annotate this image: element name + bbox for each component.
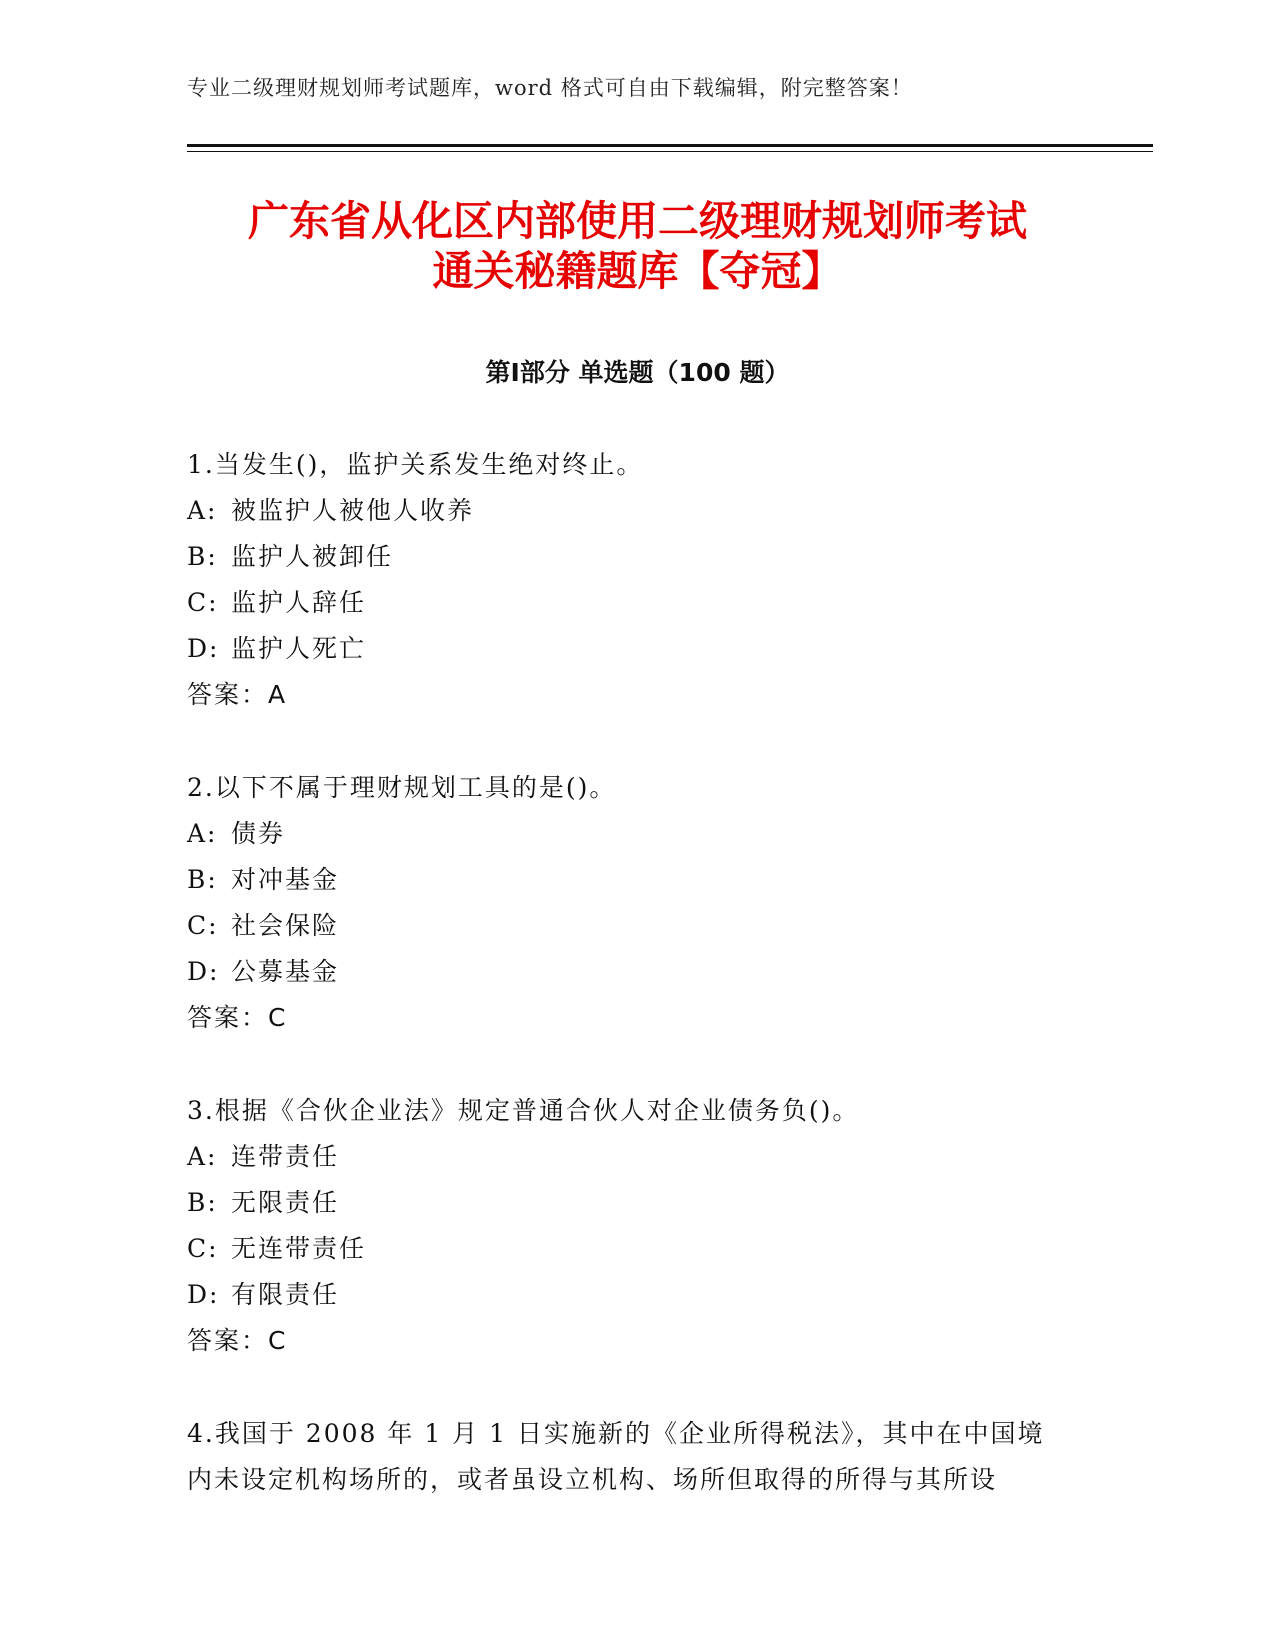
option-letter: D: <box>187 1280 220 1309</box>
option-letter: B: <box>187 865 218 894</box>
option-letter: A: <box>187 819 218 848</box>
option-letter: C: <box>187 911 219 940</box>
option-a <box>187 811 1087 857</box>
option-text: 监护人被卸任 <box>231 542 394 571</box>
option-text: 债券 <box>231 819 286 848</box>
option-letter: B: <box>187 1188 218 1217</box>
option-d <box>187 1272 1087 1318</box>
option-letter: C: <box>187 1234 219 1263</box>
document-title <box>150 196 1125 296</box>
answer-line <box>187 672 1087 718</box>
option-letter: A: <box>187 1142 218 1171</box>
question-2 <box>187 765 1087 1041</box>
option-a <box>187 488 1087 534</box>
option-d <box>187 626 1087 672</box>
option-c <box>187 903 1087 949</box>
question-stem: 2.以下不属于理财规划工具的是()。 <box>187 773 617 802</box>
option-letter: C: <box>187 588 219 617</box>
option-text: 监护人辞任 <box>231 588 367 617</box>
question-list <box>187 442 1087 1550</box>
answer-prefix: 答案： <box>187 1003 269 1032</box>
document-title-line2: 通关秘籍题库【夺冠】 <box>432 247 843 295</box>
option-text: 无连带责任 <box>231 1234 367 1263</box>
question-3 <box>187 1088 1087 1364</box>
answer-prefix: 答案： <box>187 1326 269 1355</box>
option-text: 有限责任 <box>231 1280 340 1309</box>
option-letter: D: <box>187 634 220 663</box>
option-b <box>187 1180 1087 1226</box>
option-c <box>187 1226 1087 1272</box>
option-text: 社会保险 <box>231 911 340 940</box>
question-stem: 1.当发生()，监护关系发生绝对终止。 <box>187 450 644 479</box>
option-letter: B: <box>187 542 218 571</box>
option-b <box>187 857 1087 903</box>
answer-line <box>187 1318 1087 1364</box>
answer-value: C <box>268 1003 288 1032</box>
option-text: 公募基金 <box>231 957 340 986</box>
option-d <box>187 949 1087 995</box>
option-text: 监护人死亡 <box>231 634 367 663</box>
document-title-line1: 广东省从化区内部使用二级理财规划师考试 <box>248 197 1027 245</box>
question-stem: 3.根据《合伙企业法》规定普通合伙人对企业债务负()。 <box>187 1096 860 1125</box>
answer-value: A <box>268 680 288 709</box>
option-b <box>187 534 1087 580</box>
question-1 <box>187 442 1087 718</box>
option-text: 被监护人被他人收养 <box>231 496 475 525</box>
header-rule-thin <box>187 151 1153 152</box>
option-text: 连带责任 <box>231 1142 340 1171</box>
question-stem: 4.我国于 2008 年 1 月 1 日实施新的《企业所得税法》，其中在中国境内未设定机构场所的，或者虽设立机构、场所但取得的所得与其所设 <box>187 1419 1045 1494</box>
answer-line <box>187 995 1087 1041</box>
question-4 <box>187 1411 1087 1503</box>
option-letter: A: <box>187 496 218 525</box>
option-letter: D: <box>187 957 220 986</box>
option-text: 对冲基金 <box>231 865 340 894</box>
answer-prefix: 答案： <box>187 680 269 709</box>
header-rule-thick <box>187 144 1153 147</box>
option-a <box>187 1134 1087 1180</box>
option-c <box>187 580 1087 626</box>
answer-value: C <box>268 1326 288 1355</box>
option-text: 无限责任 <box>231 1188 340 1217</box>
page-header: 专业二级理财规划师考试题库，word 格式可自由下载编辑，附完整答案！ <box>187 76 913 100</box>
section-title: 第Ⅰ部分 单选题（100 题） <box>485 358 790 387</box>
